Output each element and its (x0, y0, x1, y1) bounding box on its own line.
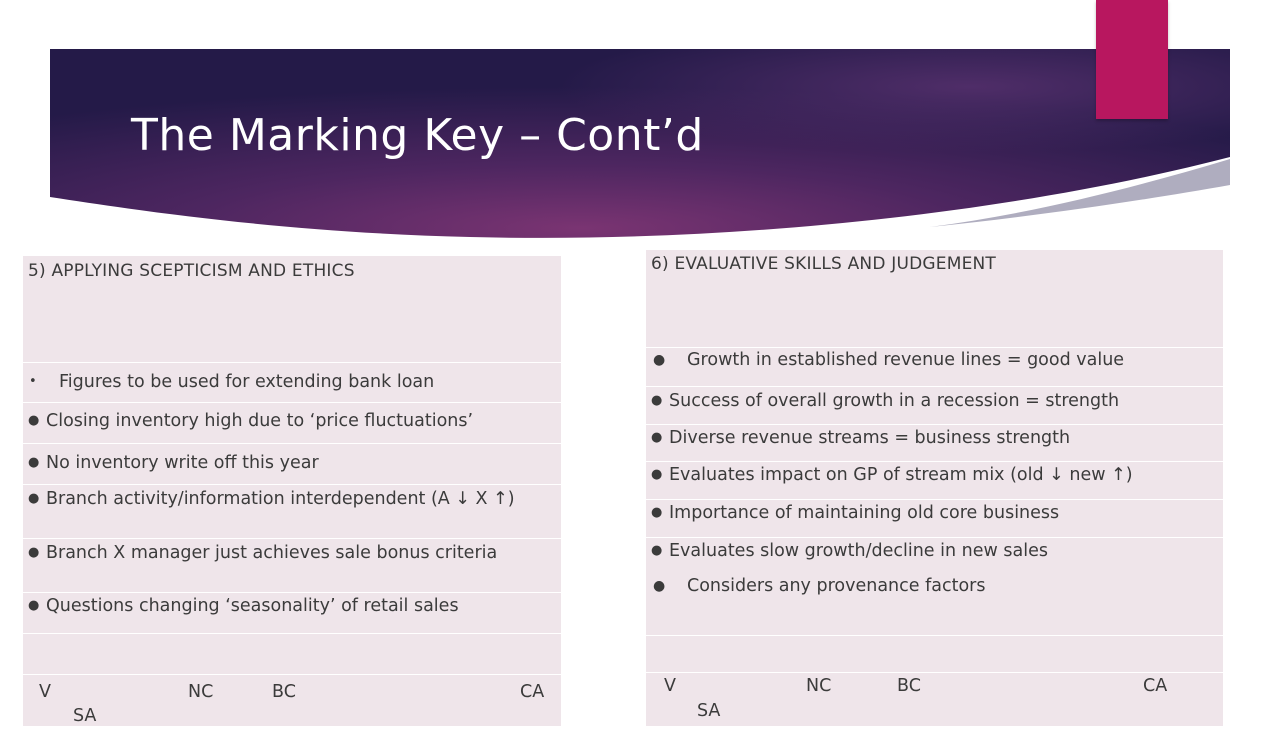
legend-nc: NC (188, 682, 214, 702)
table-row (23, 443, 561, 484)
list-item: Branch X manager just achieves sale bonus criteria (46, 543, 498, 563)
accent-tab (1096, 0, 1168, 119)
list-item: Diverse revenue streams = business strength (669, 428, 1071, 448)
evaluative-skills-table (646, 250, 1223, 726)
table-row-empty (23, 633, 561, 674)
table-row-empty (646, 635, 1223, 672)
table-row (23, 402, 561, 443)
table-row (23, 538, 561, 592)
table-row (646, 537, 1223, 635)
list-item: Branch activity/information interdependent (A ↓ X ↑) (46, 489, 515, 509)
table-row (646, 347, 1223, 386)
legend-bc: BC (272, 682, 296, 702)
legend-sa: SA (73, 706, 97, 726)
marking-legend (23, 675, 561, 735)
list-item: Evaluates slow growth/decline in new sales (669, 541, 1048, 561)
list-item: Evaluates impact on GP of stream mix (old ↓ new ↑) (669, 465, 1133, 485)
table-header-row (646, 250, 1223, 347)
legend-bc: BC (897, 676, 921, 696)
legend-row (646, 672, 1223, 726)
list-item: Importance of maintaining old core business (669, 503, 1060, 523)
legend-nc: NC (806, 676, 832, 696)
list-item: Considers any provenance factors (687, 576, 986, 596)
legend-v: V (39, 682, 51, 702)
legend-ca: CA (520, 682, 545, 702)
bullet-icon: ● (651, 430, 663, 445)
slide-title: The Marking Key – Cont’d (131, 110, 704, 161)
list-item: Figures to be used for extending bank loan (59, 372, 435, 392)
table-row (646, 499, 1223, 537)
bullet-icon: • (29, 374, 37, 389)
bullet-icon: ● (28, 491, 40, 506)
table-row (23, 592, 561, 633)
legend-ca: CA (1143, 676, 1168, 696)
bullet-icon: ● (28, 413, 40, 428)
table-heading: 5) APPLYING SCEPTICISM AND ETHICS (28, 261, 355, 281)
bullet-icon: ● (651, 393, 663, 408)
marking-legend (646, 673, 1223, 733)
table-header-row (23, 256, 561, 362)
list-item: Closing inventory high due to ‘price fluctuations’ (46, 411, 474, 431)
bullet-icon: ● (651, 505, 663, 520)
list-item: No inventory write off this year (46, 453, 319, 473)
bullet-icon: ● (651, 543, 663, 558)
list-item: Questions changing ‘seasonality’ of retail sales (46, 596, 459, 616)
table-row (646, 424, 1223, 461)
legend-row (23, 674, 561, 734)
table-row (23, 362, 561, 402)
bullet-icon: ● (653, 578, 666, 594)
bullet-icon: ● (653, 352, 666, 368)
scepticism-ethics-table (23, 256, 561, 726)
table-heading: 6) EVALUATIVE SKILLS AND JUDGEMENT (651, 254, 997, 274)
bullet-icon: ● (28, 455, 40, 470)
bullet-icon: ● (651, 467, 663, 482)
list-item: Growth in established revenue lines = good value (687, 350, 1125, 370)
bullet-icon: ● (28, 545, 40, 560)
bullet-icon: ● (28, 598, 40, 613)
list-item: Success of overall growth in a recession = strength (669, 391, 1120, 411)
table-row (646, 461, 1223, 499)
legend-sa: SA (697, 701, 721, 721)
legend-v: V (664, 676, 676, 696)
table-row (646, 386, 1223, 424)
table-row (23, 484, 561, 538)
